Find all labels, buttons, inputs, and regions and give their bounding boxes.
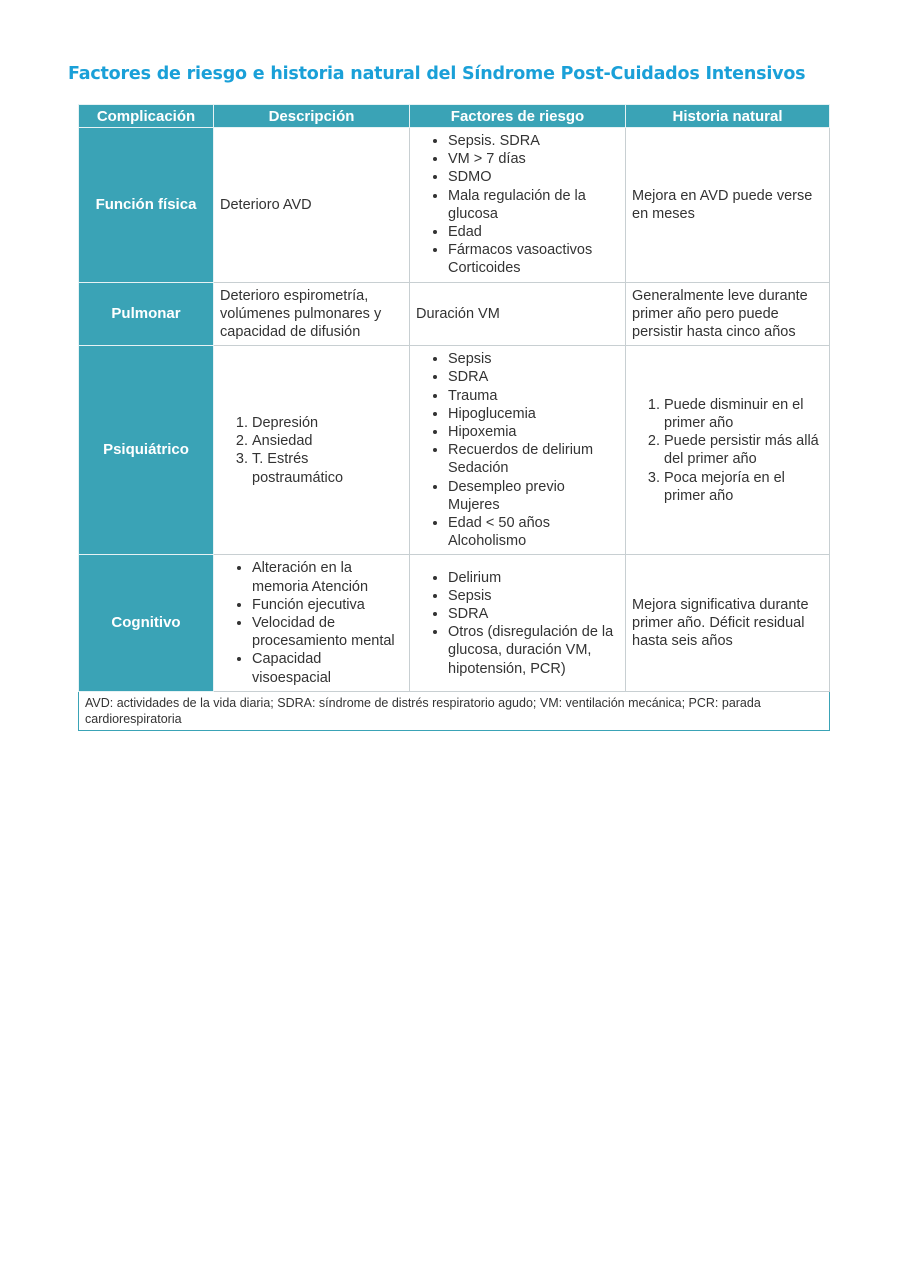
list-item: • Sepsis <box>448 587 619 605</box>
list-item: 2. Puede persistir más allá del primer año <box>664 432 823 468</box>
list-item: • Mala regulación de la glucosa <box>448 187 619 223</box>
list-item: • SDRA <box>448 368 619 386</box>
table-row <box>79 282 830 346</box>
header-descripcion: Descripción <box>214 105 410 128</box>
risk-factors-table <box>78 104 830 731</box>
row-head-funcion-fisica: Función física <box>79 128 214 283</box>
cell-factores <box>410 555 626 691</box>
list-item: • Trauma <box>448 387 619 405</box>
list-item: 3. Poca mejoría en el primer año <box>664 469 823 505</box>
cell-descripcion: Deterioro AVD <box>214 128 410 283</box>
list-item: • Capacidad visoespacial <box>252 650 403 686</box>
list-item: • Sepsis <box>448 350 619 368</box>
header-historia: Historia natural <box>626 105 830 128</box>
list-item: • VM > 7 días <box>448 150 619 168</box>
list-item: • Hipoglucemia <box>448 405 619 423</box>
cell-factores <box>410 346 626 555</box>
footnote-row <box>79 691 830 730</box>
list-item: • Edad <box>448 223 619 241</box>
list-item: • Desempleo previo Mujeres <box>448 478 619 514</box>
list-item: • Delirium <box>448 569 619 587</box>
list-item: • Sepsis. SDRA <box>448 132 619 150</box>
table-row <box>79 346 830 555</box>
cell-historia <box>626 346 830 555</box>
cell-descripcion: Deterioro espirometría, volúmenes pulmonares y capacidad de difusión <box>214 282 410 346</box>
list-item: • Edad < 50 años Alcoholismo <box>448 514 619 550</box>
historia-list <box>632 396 823 505</box>
list-item: • Otros (disregulación de la glucosa, duración VM, hipotensión, PCR) <box>448 623 619 678</box>
descripcion-list <box>220 414 403 487</box>
list-item: • SDRA <box>448 605 619 623</box>
row-head-cognitivo: Cognitivo <box>79 555 214 691</box>
header-factores: Factores de riesgo <box>410 105 626 128</box>
list-item: • Función ejecutiva <box>252 596 403 614</box>
list-item: 1. Depresión <box>252 414 403 432</box>
list-item: • Hipoxemia <box>448 423 619 441</box>
list-item: • SDMO <box>448 168 619 186</box>
factores-list <box>416 569 619 678</box>
descripcion-list <box>220 559 403 686</box>
list-item: • Fármacos vasoactivos Corticoides <box>448 241 619 277</box>
footnote: AVD: actividades de la vida diaria; SDRA: síndrome de distrés respiratorio agudo; VM: ventilación mecánica; PCR: parada cardiorespiratoria <box>79 691 830 730</box>
cell-descripcion <box>214 555 410 691</box>
row-head-pulmonar: Pulmonar <box>79 282 214 346</box>
cell-factores <box>410 128 626 283</box>
cell-historia: Mejora significativa durante primer año. Déficit residual hasta seis años <box>626 555 830 691</box>
cell-historia: Mejora en AVD puede verse en meses <box>626 128 830 283</box>
cell-descripcion <box>214 346 410 555</box>
header-complicacion: Complicación <box>79 105 214 128</box>
list-item: 2. Ansiedad <box>252 432 403 450</box>
list-item: 3. T. Estrés postraumático <box>252 450 403 486</box>
list-item: • Recuerdos de delirium Sedación <box>448 441 619 477</box>
list-item: • Alteración en la memoria Atención <box>252 559 403 595</box>
list-item: 1. Puede disminuir en el primer año <box>664 396 823 432</box>
table-row <box>79 128 830 283</box>
cell-historia: Generalmente leve durante primer año pero puede persistir hasta cinco años <box>626 282 830 346</box>
factores-list <box>416 350 619 550</box>
row-head-psiquiatrico: Psiquiátrico <box>79 346 214 555</box>
factores-list <box>416 132 619 278</box>
cell-factores: Duración VM <box>410 282 626 346</box>
table-header-row <box>79 105 830 128</box>
page-title: Factores de riesgo e historia natural del Síndrome Post-Cuidados Intensivos <box>68 64 806 84</box>
table-row <box>79 555 830 691</box>
list-item: • Velocidad de procesamiento mental <box>252 614 403 650</box>
